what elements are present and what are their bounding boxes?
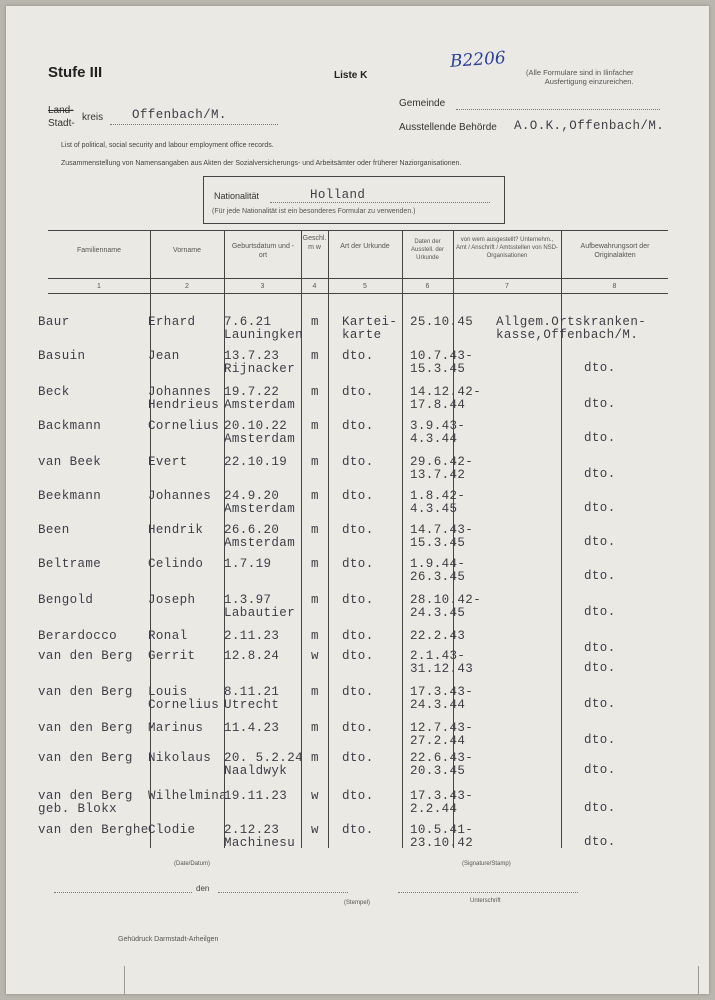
- cell-sex: m: [311, 315, 319, 329]
- col-header-issuer: von wem ausgestellt? Unternehm., Amt / Anschrift / Amtsstellen von NSD-Organisationen: [455, 237, 559, 260]
- cell-doc: dto.: [342, 593, 374, 607]
- col-header-issue-dates: Daten der Ausstell. der Urkunde: [410, 239, 444, 262]
- cell-dates: 2.1.43- 31.12.43: [410, 649, 474, 676]
- cell-sex: m: [311, 721, 319, 735]
- col-number: 4: [312, 283, 317, 290]
- col-number: 5: [363, 283, 367, 290]
- cell-dates: 10.5.41- 23.10.42: [410, 823, 474, 850]
- cell-birth: 12.8.24: [224, 649, 280, 663]
- cell-birth: 1.7.19: [224, 557, 272, 571]
- cell-name: van den Berg: [38, 685, 133, 699]
- cell-doc: dto.: [342, 751, 374, 765]
- cell-dates: 22.2.43: [410, 629, 466, 643]
- col-number: 1: [97, 283, 101, 290]
- cell-sex: m: [311, 593, 319, 607]
- cell-dates: 22.6.43- 20.3.45: [410, 751, 474, 778]
- cell-first: Johannes: [148, 489, 212, 503]
- table-top-border: [48, 230, 668, 231]
- nationality-box: [203, 176, 505, 224]
- cell-birth: 19.11.23: [224, 789, 288, 803]
- cell-doc: dto.: [342, 721, 374, 735]
- cell-birth: 11.4.23: [224, 721, 280, 735]
- gemeinde-label: Gemeinde: [399, 98, 446, 109]
- cell-sex: w: [311, 823, 319, 837]
- cell-dates: 14.12.42- 17.8.44: [410, 385, 482, 412]
- copies-note-line1: (Alle Formulare sind in Ilinfacher: [526, 68, 634, 77]
- cell-name: van den Berghe: [38, 823, 149, 837]
- cell-sex: m: [311, 455, 319, 469]
- cell-name: Backmann: [38, 419, 102, 433]
- cell-birth: 19.7.22 Amsterdam: [224, 385, 296, 412]
- cell-sex: m: [311, 419, 319, 433]
- cell-storage: dto.: [584, 501, 616, 515]
- cell-birth: 20.10.22 Amsterdam: [224, 419, 296, 446]
- footer-den: den: [196, 884, 210, 893]
- issuing-authority-value: A.O.K.,Offenbach/M.: [514, 119, 665, 133]
- kreis-dotted-line: [110, 124, 278, 125]
- issuing-authority-label: Ausstellende Behörde: [399, 122, 497, 133]
- cell-sex: m: [311, 557, 319, 571]
- footer-signature-label: (Signature/Stamp): [462, 861, 511, 867]
- bottom-line-mark: [698, 966, 699, 994]
- header-divider: [48, 278, 668, 279]
- cell-first: Nikolaus: [148, 751, 212, 765]
- copies-note-line2: Ausfertigung einzureichen.: [544, 77, 634, 86]
- col-number: 8: [612, 283, 617, 290]
- col-header-birth: Geburtsdatum und -ort: [231, 243, 295, 260]
- cell-first: Ronal: [148, 629, 188, 643]
- cell-sex: m: [311, 685, 319, 699]
- stadt-label: Stadt-: [48, 118, 75, 129]
- cell-sex: m: [311, 629, 319, 643]
- printer-imprint: Gehüdruck Darmstadt-Arheilgen: [118, 936, 219, 943]
- cell-doc: dto.: [342, 649, 374, 663]
- col-number: 3: [260, 283, 265, 290]
- cell-dates: 1.8.42- 4.3.45: [410, 489, 466, 516]
- cell-name: Bengold: [38, 593, 94, 607]
- cell-dates: 29.6.42- 13.7.42: [410, 455, 474, 482]
- number-row-divider: [48, 293, 668, 294]
- cell-first: Wilhelmina: [148, 789, 228, 803]
- cell-doc: dto.: [342, 823, 374, 837]
- list-title: Liste K: [334, 70, 368, 81]
- cell-storage: dto.: [584, 835, 616, 849]
- cell-doc: Kartei- karte: [342, 315, 398, 342]
- col-number: 2: [185, 283, 189, 290]
- cell-storage: dto.: [584, 641, 616, 655]
- nationality-dotted-line: [270, 202, 490, 203]
- cell-storage: dto.: [584, 431, 616, 445]
- col-number: 7: [505, 283, 509, 290]
- col-header-storage: Aufbewahrungsort der Originalakten: [580, 243, 650, 260]
- footer-signature-caption: Unterschrift: [470, 898, 501, 904]
- cell-first: Cornelius: [148, 419, 220, 433]
- cell-dates: 10.7.43- 15.3.45: [410, 349, 474, 376]
- cell-birth: 20. 5.2.24 Naaldwyk: [224, 751, 304, 778]
- cell-birth: 1.3.97 Labautier: [224, 593, 296, 620]
- cell-dates: 25.10.45: [410, 315, 474, 329]
- cell-name: Baur: [38, 315, 70, 329]
- cell-birth: 26.6.20 Amsterdam: [224, 523, 296, 550]
- nationality-note: (Für jede Nationalität ist ein besonderes Formular zu verwenden.): [212, 208, 416, 215]
- cell-name: Basuin: [38, 349, 86, 363]
- col-number: 6: [425, 283, 430, 290]
- cell-birth: 8.11.21 Utrecht: [224, 685, 280, 712]
- cell-storage: dto.: [584, 763, 616, 777]
- cell-first: Jean: [148, 349, 180, 363]
- cell-name: van den Berg geb. Blokx: [38, 789, 133, 816]
- cell-birth: 13.7.23 Rijnacker: [224, 349, 296, 376]
- footer-stamp-label: (Stempel): [344, 900, 371, 906]
- english-description: List of political, social security and labour employment office records.: [61, 142, 274, 149]
- col-header-family-name: Familienname: [77, 247, 121, 254]
- cell-doc: dto.: [342, 419, 374, 433]
- cell-first: Louis Cornelius: [148, 685, 220, 712]
- footer-date-line: [218, 892, 348, 893]
- cell-birth: 22.10.19: [224, 455, 288, 469]
- cell-first: Johannes Hendrieus: [148, 385, 220, 412]
- cell-first: Gerrit: [148, 649, 196, 663]
- cell-first: Evert: [148, 455, 188, 469]
- cell-name: Beltrame: [38, 557, 102, 571]
- cell-sex: m: [311, 523, 319, 537]
- nationality-label: Nationalität: [214, 191, 260, 201]
- cell-storage: dto.: [584, 569, 616, 583]
- cell-name: Beekmann: [38, 489, 102, 503]
- cell-sex: m: [311, 349, 319, 363]
- nationality-value: Holland: [310, 188, 366, 202]
- cell-doc: dto.: [342, 629, 374, 643]
- kreis-value: Offenbach/M.: [132, 108, 227, 122]
- cell-doc: dto.: [342, 789, 374, 803]
- cell-storage: dto.: [584, 397, 616, 411]
- cell-birth: 2.11.23: [224, 629, 280, 643]
- cell-birth: 2.12.23 Machinesu: [224, 823, 296, 850]
- cell-storage: dto.: [584, 801, 616, 815]
- cell-name: van den Berg: [38, 649, 133, 663]
- cell-doc: dto.: [342, 489, 374, 503]
- cell-sex: m: [311, 751, 319, 765]
- cell-first: Hendrik: [148, 523, 204, 537]
- cell-dates: 17.3.43- 24.3.44: [410, 685, 474, 712]
- german-description: Zusammenstellung von Namensangaben aus Akten der Sozialversicherungs- und Arbeitsämter oder früherer Naziorganisationen.: [61, 160, 462, 167]
- col-header-sex: Geschl. m w: [302, 235, 327, 252]
- copies-note: [526, 68, 634, 86]
- cell-issuer: Allgem.Ortskranken- kasse,Offenbach/M.: [496, 315, 647, 342]
- bottom-line-mark: [124, 966, 125, 994]
- cell-dates: 28.10.42- 24.3.45: [410, 593, 482, 620]
- cell-dates: 17.3.43- 2.2.44: [410, 789, 474, 816]
- cell-name: van den Berg: [38, 721, 133, 735]
- cell-storage: dto.: [584, 467, 616, 481]
- footer-place-line: [54, 892, 192, 893]
- cell-storage: dto.: [584, 535, 616, 549]
- cell-storage: dto.: [584, 697, 616, 711]
- cell-name: Berardocco: [38, 629, 118, 643]
- cell-doc: dto.: [342, 385, 374, 399]
- land-label: Land-: [48, 105, 74, 116]
- handwritten-number: B2206: [449, 48, 507, 72]
- cell-first: Celindo: [148, 557, 204, 571]
- kreis-label: kreis: [82, 112, 104, 123]
- cell-dates: 1.9.44- 26.3.45: [410, 557, 466, 584]
- cell-first: Joseph: [148, 593, 196, 607]
- col-header-doc-type: Art der Urkunde: [340, 243, 390, 250]
- cell-storage: dto.: [584, 605, 616, 619]
- cell-birth: 24.9.20 Amsterdam: [224, 489, 296, 516]
- document-page: [6, 6, 709, 994]
- cell-dates: 12.7.43- 27.2.44: [410, 721, 474, 748]
- gemeinde-dotted-line: [456, 109, 660, 110]
- col-header-first-name: Vorname: [172, 247, 202, 254]
- cell-name: Beck: [38, 385, 70, 399]
- cell-sex: w: [311, 789, 319, 803]
- cell-doc: dto.: [342, 523, 374, 537]
- cell-name: van Beek: [38, 455, 102, 469]
- cell-first: Erhard: [148, 315, 196, 329]
- footer-signature-line: [398, 892, 578, 893]
- cell-sex: m: [311, 489, 319, 503]
- cell-first: Clodie: [148, 823, 196, 837]
- footer-date-label: (Date/Datum): [174, 861, 211, 867]
- cell-storage: dto.: [584, 733, 616, 747]
- cell-doc: dto.: [342, 455, 374, 469]
- cell-birth: 7.6.21 Launingken: [224, 315, 304, 342]
- cell-sex: w: [311, 649, 319, 663]
- cell-first: Marinus: [148, 721, 204, 735]
- cell-doc: dto.: [342, 349, 374, 363]
- cell-doc: dto.: [342, 557, 374, 571]
- cell-dates: 3.9.43- 4.3.44: [410, 419, 466, 446]
- cell-dates: 14.7.43- 15.3.45: [410, 523, 474, 550]
- cell-storage: dto.: [584, 661, 616, 675]
- cell-name: Been: [38, 523, 70, 537]
- cell-doc: dto.: [342, 685, 374, 699]
- cell-storage: dto.: [584, 361, 616, 375]
- cell-sex: m: [311, 385, 319, 399]
- cell-name: van den Berg: [38, 751, 133, 765]
- form-level-title: Stufe III: [48, 64, 103, 81]
